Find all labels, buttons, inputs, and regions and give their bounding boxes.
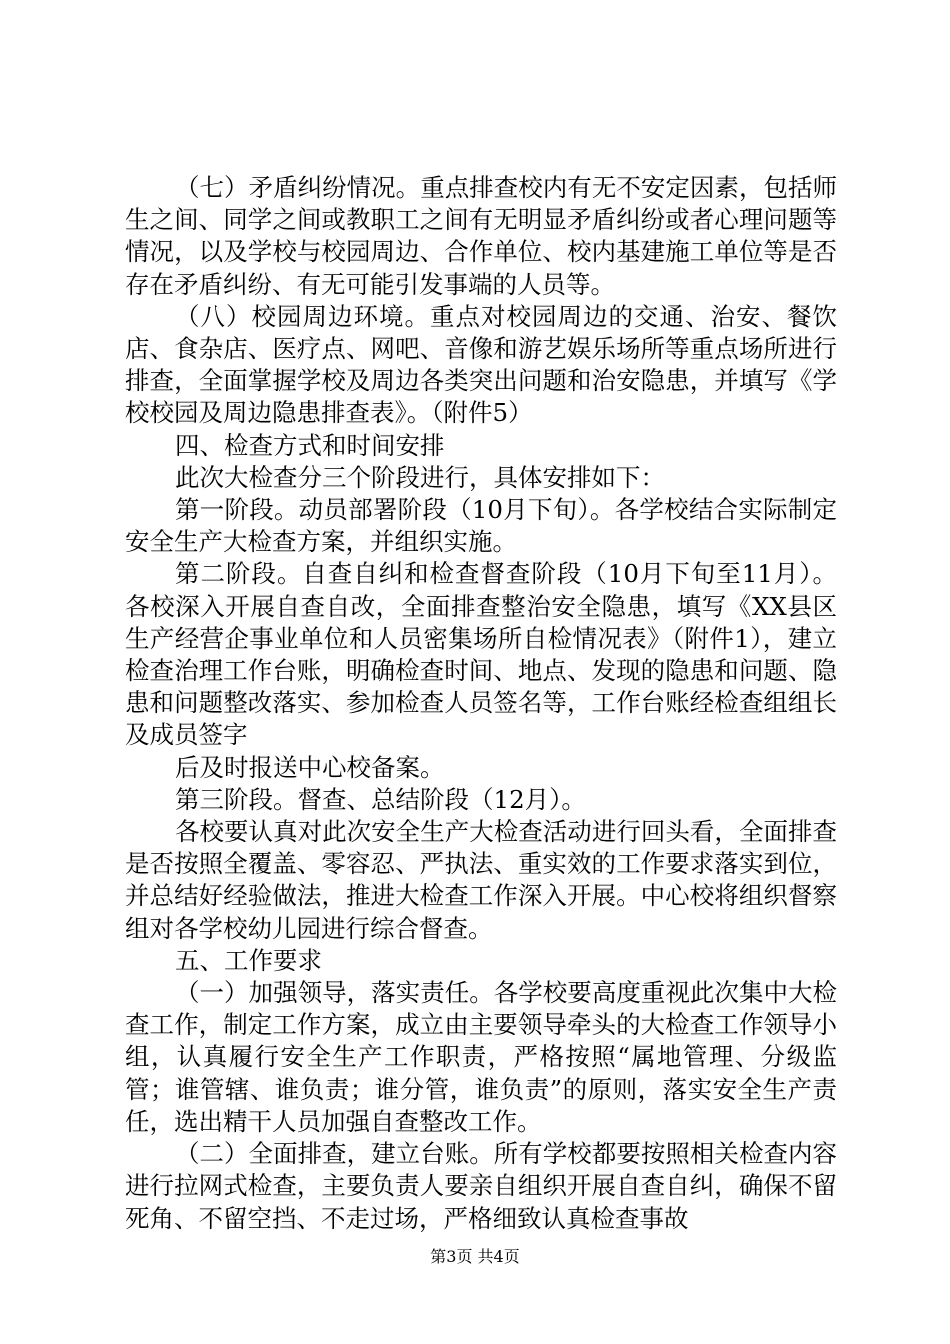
paragraph-7-dispute: （七）矛盾纠纷情况。重点排查校内有无不安定因素，包括师生之间、同学之间或教职工之间有无明显矛盾纠纷或者心理问题等情况，以及学校与校园周边、合作单位、校内基建施工单位等是否存在矛盾纠纷、有无可能引发事端的人员等。 — [125, 173, 837, 299]
paragraph-stages-intro: 此次大检查分三个阶段进行，具体安排如下： — [175, 462, 665, 492]
page-number-footer: 第3页 共4页 — [430, 1247, 520, 1266]
document-body — [125, 172, 837, 1235]
paragraph-stage-2: 第二阶段。自查自纠和检查督查阶段（10月下旬至11月）。各校深入开展自查自改，全面排查整治安全隐患，填写《XX县区生产经营企事业单位和人员密集场所自检情况表》（附件1），建立检查治理工作台账，明确检查时间、地点、发现的隐患和问题、隐患和问题整改落实、参加检查人员签名等，工作台账经检查组组长及成员签字 — [125, 559, 837, 750]
paragraph-stage-3: 第三阶段。督查、总结阶段（12月）。 — [175, 784, 586, 814]
section-heading-4: 四、检查方式和时间安排 — [175, 430, 445, 460]
section-heading-5: 五、工作要求 — [175, 945, 322, 975]
paragraph-stage-1: 第一阶段。动员部署阶段（10月下旬）。各学校结合实际制定安全生产大检查方案，并组织实施。 — [125, 495, 837, 557]
paragraph-stage-2-cont: 后及时报送中心校备案。 — [175, 752, 445, 782]
paragraph-requirement-1: （一）加强领导，落实责任。各学校要高度重视此次集中大检查工作，制定工作方案，成立由主要领导牵头的大检查工作领导小组，认真履行安全生产工作职责，严格按照“属地管理、分级监管；谁管辖、谁负责；谁分管，谁负责”的原则，落实安全生产责任，选出精干人员加强自查整改工作。 — [125, 978, 837, 1136]
paragraph-8-surroundings: （八）校园周边环境。重点对校园周边的交通、治安、餐饮店、食杂店、医疗点、网吧、音像和游艺娱乐场所等重点场所进行排查，全面掌握学校及周边各类突出问题和治安隐患，并填写《学校校园及周边隐患排查表》。（附件5） — [125, 301, 837, 428]
paragraph-stage-3-detail: 各校要认真对此次安全生产大检查活动进行回头看，全面排查是否按照全覆盖、零容忍、严执法、重实效的工作要求落实到位，并总结好经验做法，推进大检查工作深入开展。中心校将组织督察组对各学校幼儿园进行综合督查。 — [125, 817, 837, 943]
paragraph-requirement-2: （二）全面排查，建立台账。所有学校都要按照相关检查内容进行拉网式检查，主要负责人要亲自组织开展自查自纠，确保不留死角、不留空挡、不走过场，严格细致认真检查事故 — [125, 1139, 837, 1233]
